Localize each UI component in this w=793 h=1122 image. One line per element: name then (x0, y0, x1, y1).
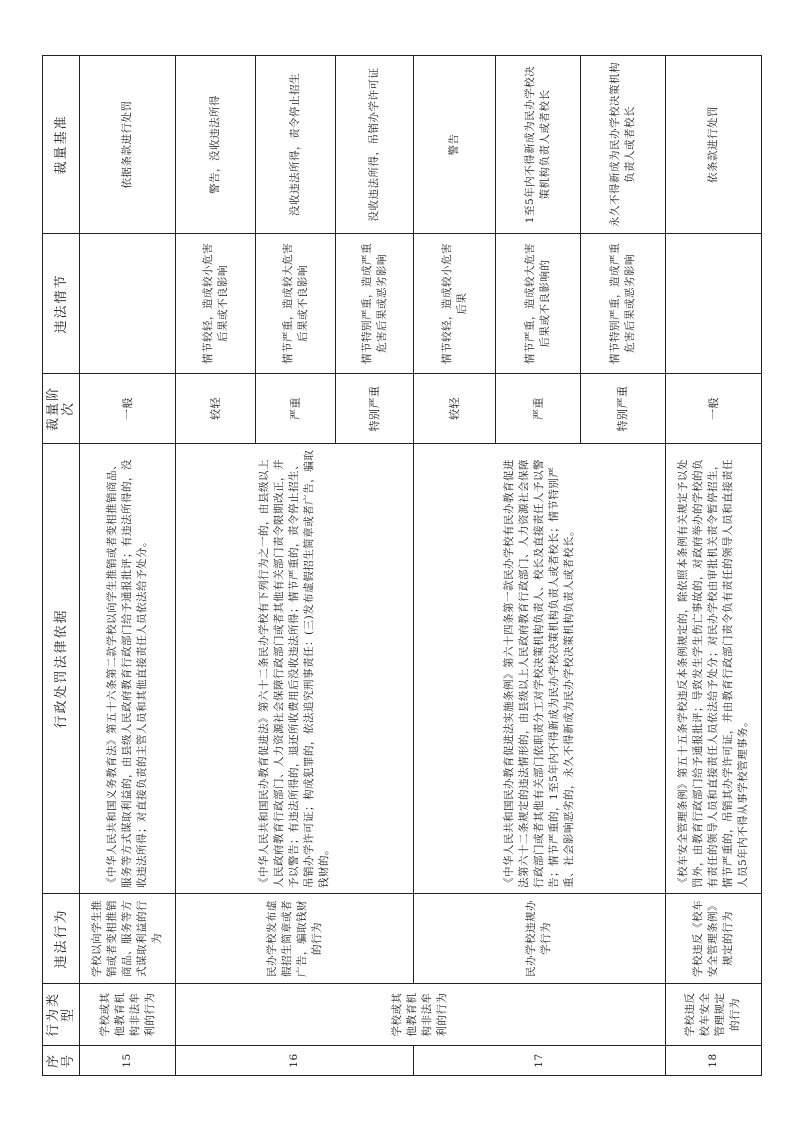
header-level: 裁量阶次 (43, 374, 80, 444)
header-standard: 裁量基准 (43, 56, 80, 234)
row-level: 特别严重 (580, 374, 665, 444)
rotated-table-container (42, 56, 762, 1076)
table-row (80, 56, 176, 1076)
row-standard: 依据条款进行处罚 (80, 56, 176, 234)
row-level: 较轻 (413, 374, 495, 444)
row-level: 较轻 (176, 374, 256, 444)
penalty-discretion-table (42, 55, 762, 1076)
row-standard: 没收违法所得，吊销办学许可证 (336, 56, 414, 234)
row-type: 学校违反校车安全管理规定的行为 (665, 984, 761, 1046)
row-act: 学校违反《校车安全管理条例》规定的行为 (665, 894, 761, 984)
row-act: 民办学校发布虚假招生简章或者广告，骗取钱财的行为 (176, 894, 414, 984)
row-seq: 16 (176, 1046, 414, 1076)
row-level: 一般 (665, 374, 761, 444)
row-seq: 17 (413, 1046, 665, 1076)
row-plot (80, 234, 176, 374)
row-type: 学校或其他教育机构非法牟利的行为 (176, 984, 665, 1046)
row-seq: 18 (665, 1046, 761, 1076)
row-plot: 情节较轻，造成较小危害后果或不良影响 (176, 234, 256, 374)
row-basis: 《中华人民共和国民办教育促进法》第六十二条民办学校有下列行为之一的，由县级以上人民政府教育行政部门、人力资源社会保障行政部门或者其他有关部门责令限期改正，并予以警告；有违法所得的，退还所收费用后没收违法所得；情节严重的，责令停止招生、吊销办学许可证；构成犯罪的，依法追究刑事责任：(三)发布虚假招生简章或者广告，骗取钱财的。 (176, 444, 414, 894)
row-seq: 15 (80, 1046, 176, 1076)
row-level: 严重 (496, 374, 581, 444)
header-act: 违法行为 (43, 894, 80, 984)
row-act: 民办学校违规办学行为 (413, 894, 665, 984)
row-plot: 情节严重，造成较大危害后果或不良影响 (256, 234, 336, 374)
header-type: 行为类型 (43, 984, 80, 1046)
row-plot: 情节严重，造成较大危害后果或不良影响的 (496, 234, 581, 374)
row-standard: 永久不得新成为民办学校决策机构负责人或者校长 (580, 56, 665, 234)
header-basis: 行政处罚法律依据 (43, 444, 80, 894)
row-level: 严重 (256, 374, 336, 444)
row-plot (665, 234, 761, 374)
row-standard: 依条款进行处罚 (665, 56, 761, 234)
row-standard: 没收违法所得，责令停止招生 (256, 56, 336, 234)
table-row (176, 56, 256, 1076)
table-row (413, 56, 495, 1076)
row-standard: 警告，没收违法所得 (176, 56, 256, 234)
row-basis: 《校车安全管理条例》第五十五条学校违反本条例规定的，除依照本条例有关规定予以处罚外，由教育行政部门给予通报批评；导致发生学生伤亡事故的，对政府举办的学校的负有责任的领导人员和直接责任人员依法给予处分；对民办学校由审批机关责令暂停招生，情节严重的，吊销其办学许可证，并由教育行政部门责令负有责任的领导人员和直接责任人员5年内不得从事学校管理事务。 (665, 444, 761, 894)
row-plot: 情节较轻，造成较小危害后果 (413, 234, 495, 374)
row-plot: 情节特别严重，造成严重危害后果或恶劣影响 (580, 234, 665, 374)
header-seq: 序号 (43, 1046, 80, 1076)
row-plot: 情节特别严重，造成严重危害后果或恶劣影响 (336, 234, 414, 374)
header-plot: 违法情节 (43, 234, 80, 374)
table-header-row (43, 56, 80, 1076)
row-basis: 《中华人民共和国义务教育法》第五十六条第二款学校以向学生推销或者变相推销商品、服务等方式谋取利益的，由县级人民政府教育行政部门给予通报批评；有违法所得的，没收违法所得；对直接负责的主管人员和其他直接责任人员依法给予处分。 (80, 444, 176, 894)
row-standard: 警告 (413, 56, 495, 234)
row-level: 一般 (80, 374, 176, 444)
row-level: 特别严重 (336, 374, 414, 444)
row-basis: 《中华人民共和国民办教育促进法实施条例》第六十四条第一款民办学校有民办教育促进法第六十二条规定的违法情形的，由县级以上人民政府教育行政部门、人力资源社会保障行政部门或者其他有关部门依职责分工对学校决策机构负责人、校长及直接责任人予以警告；情节严重的，1至5年内不得新成为民办学校决策机构负责人或者校长；情节特别严重、社会影响恶劣的，永久不得新成为民办学校决策机构负责人或者校长。 (413, 444, 665, 894)
table-row (665, 56, 761, 1076)
row-type: 学校或其他教育机构非法牟利的行为 (80, 984, 176, 1046)
row-standard: 1至5年内不得新成为民办学校决策机构负责人或者校长 (496, 56, 581, 234)
row-act: 学校以向学生推销或者变相推销商品、服务等方式谋取利益的行为 (80, 894, 176, 984)
